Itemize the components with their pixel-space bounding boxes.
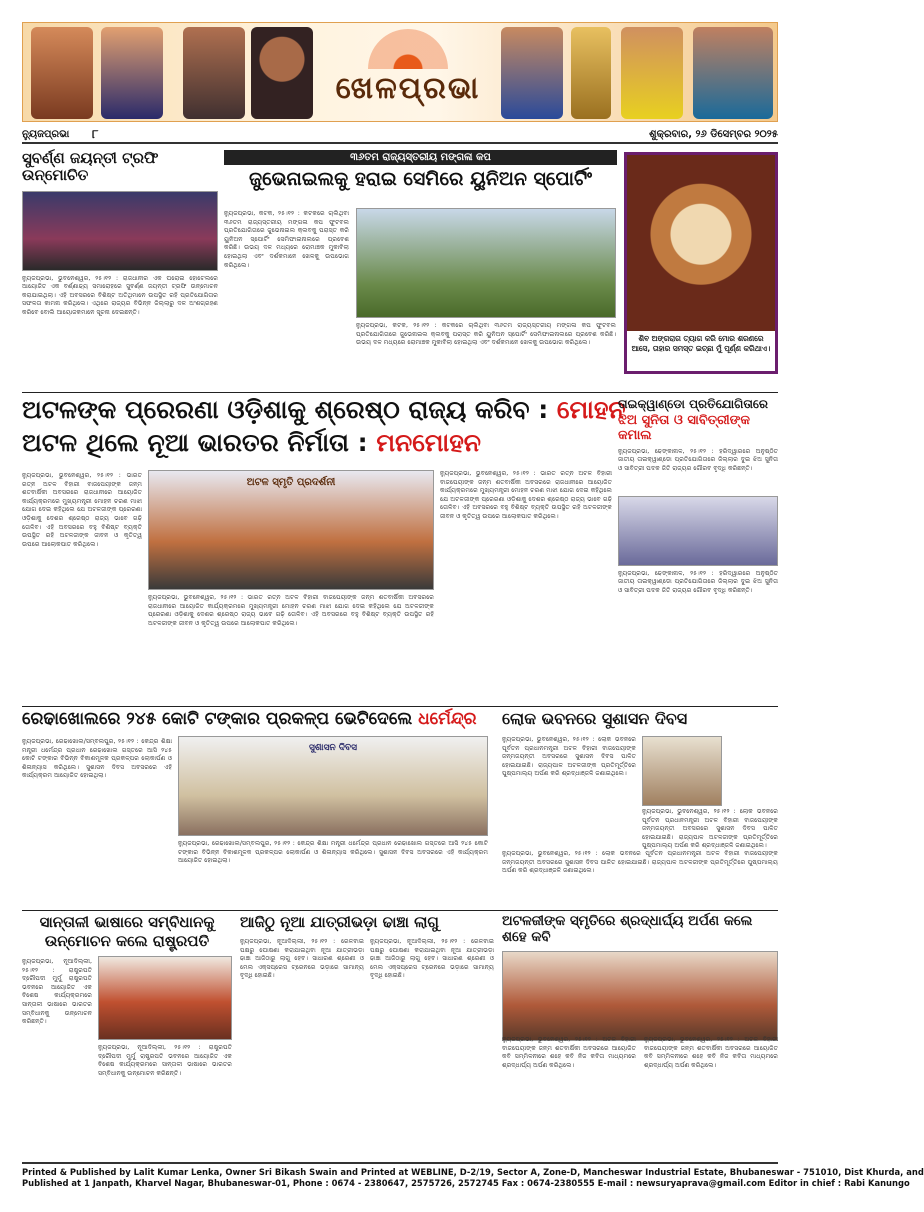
story-lok-bhavan (502, 709, 778, 875)
story-body: ନ୍ୟୁଜପ୍ରଭା, ଭୁବନେଶ୍ୱର, ୨୫।୧୨ : ଲୋକ ଭବନରେ ପୂର୍ବତନ ପ୍ରଧାନମନ୍ତ୍ରୀ ଅଟଳ ବିହାରୀ ବାଜପେୟୀଙ୍କ ଜନ୍ମଜୟନ୍ତୀ ଅବସରରେ ସୁଶାସନ ଦିବସ ପାଳିତ ହୋଇଯାଇଛି। ରାଜ୍ୟପାଳ ଅଟଳଜୀଙ୍କ ପ୍ରତିମୂର୍ତ୍ତିରେ ପୁଷ୍ପମାଲ୍ୟ ଅର୍ପଣ କରି ଶ୍ରଦ୍ଧାଞ୍ଜଳି ଜଣାଇଥିଲେ। (502, 736, 636, 778)
story-body-continued: ନ୍ୟୁଜପ୍ରଭା, ଭୁବନେଶ୍ୱର, ୨୫।୧୨ : ଅଟଳ ବିହାରୀ ବାଜପେୟୀଙ୍କ ଜନ୍ମ ଶତବାର୍ଷିକୀ ଅବସରରେ ଆୟୋଜିତ କବି ସମ୍ମିଳନୀରେ ଶହେ କବି ନିଜ କବିତା ମାଧ୍ୟମରେ ଶ୍ରଦ୍ଧାର୍ଘ୍ୟ ଅର୍ପଣ କରିଥିଲେ। (644, 1036, 778, 1069)
story-mangala-cup (224, 150, 617, 347)
story-body: ନ୍ୟୁଜପ୍ରଭା, ଢେଙ୍କାନାଳ, ୨୫।୧୨ : ହରିଦ୍ୱାରରେ ଅନୁଷ୍ଠିତ ଜାତୀୟ ତାଇକ୍ୱାଣ୍ଡୋ ପ୍ରତିଯୋଗିତାରେ ଜିଲ୍ଲାର ଦୁଇ ଝିଅ ସୁନିତା ଓ ସାବିତ୍ରୀ ପଦକ ଜିତି ରାଜ୍ୟର ଗୌରବ ବୃଦ୍ଧି କରିଛନ୍ତି। (618, 447, 778, 472)
story-body: ନ୍ୟୁଜପ୍ରଭା, ଭୁବନେଶ୍ୱର, ୨୫।୧୨ : ଅଟଳ ବିହାରୀ ବାଜପେୟୀଙ୍କ ଜନ୍ମ ଶତବାର୍ଷିକୀ ଅବସରରେ ଆୟୋଜିତ କବି ସମ୍ମିଳନୀରେ ଶହେ କବି ନିଜ କବିତା ମାଧ୍ୟମରେ ଶ୍ରଦ୍ଧାର୍ଘ୍ୟ ଅର୍ପଣ କରିଥିଲେ। (502, 1036, 636, 1069)
story-headline: ଆଜିଠୁ ନୂଆ ଯାତ୍ରୀଭଡ଼ା ଢାଞ୍ଚା ଲାଗୁ (240, 913, 439, 931)
story-trophy (22, 150, 218, 425)
story-body: ନ୍ୟୁଜପ୍ରଭା, କଟକ, ୨୫।୧୨ : କଟକରେ ଚାଲିଥିବା ୩୬ତମ ରାଜ୍ୟସ୍ତରୀୟ ମଙ୍ଗଳା କପ ଫୁଟବଲ ପ୍ରତିଯୋଗିତାରେ ଜୁଭେନାଇଲ କ୍ଲବକୁ ପରାସ୍ତ କରି ୟୁନିଅନ ସ୍ପୋର୍ଟିଂ ସେମିଫାଇନାଲରେ ପ୍ରବେଶ କରିଛି। ଉଭୟ ଦଳ ମଧ୍ୟରେ ରୋମାଞ୍ଚକ ମୁକାବିଲା ହୋଇଥିଲା ଏବଂ ଦର୍ଶକମାନେ ଖେଳକୁ ଉପଭୋଗ କରିଥିଲେ। (224, 210, 349, 269)
imprint-line: Printed & Published by Lalit Kumar Lenka, Owner Sri Bikash Swain and Printed at WEBLINE, D-2/19, Sector A, Zone-D, Mancheswar Industrial Estate, Bhubaneswar - 751010, Dist Khurda, and (22, 1167, 924, 1177)
athlete-photo (693, 27, 773, 119)
story-body-continued: ନ୍ୟୁଜପ୍ରଭା, ଭୁବନେଶ୍ୱର, ୨୫।୧୨ : ଭାରତ ରତ୍ନ ଅଟଳ ବିହାରୀ ବାଜପେୟୀଙ୍କ ଜନ୍ମ ଶତବାର୍ଷିକୀ ଅବସରରେ ରାଜଧାନୀରେ ଆୟୋଜିତ କାର୍ଯ୍ୟକ୍ରମରେ ମୁଖ୍ୟମନ୍ତ୍ରୀ ମୋହନ ଚରଣ ମାଝୀ ଯୋଗ ଦେଇ କହିଥିଲେ ଯେ ଅଟଳଜୀଙ୍କ ପ୍ରେରଣା ଓଡ଼ିଶାକୁ ଦେଶର ଶ୍ରେଷ୍ଠ ରାଜ୍ୟ ଭାବେ ଗଢ଼ି ତୋଳିବ। ଏହି ଅବସରରେ ବହୁ ବିଶିଷ୍ଟ ବ୍ୟକ୍ତି ଉପସ୍ଥିତ ରହି ଅଟଳଜୀଙ୍କ ଜୀବନ ଓ କୃତିତ୍ୱ ଉପରେ ଆଲୋକପାତ କରିଥିଲେ। (440, 470, 612, 520)
story-rail-fare (240, 913, 494, 980)
event-photo (22, 191, 218, 271)
folio-line (22, 126, 778, 144)
headline-highlight: ମନମୋହନ (376, 427, 481, 457)
page-number: ୮ (92, 127, 99, 141)
story-headline: ସୁବର୍ଣ୍ଣ ଜୟନ୍ତୀ ଟ୍ରଫି ଉନ୍ମୋଚିତ (22, 149, 159, 185)
story-kicker: ୩୬ତମ ରାଜ୍ୟସ୍ତରୀୟ ମଙ୍ଗଳା କପ (224, 150, 617, 165)
story-headline: ଅଟଳଜୀଙ୍କ ସ୍ମୃତିରେ ଶ୍ରଦ୍ଧାର୍ଘ୍ୟ ଅର୍ପଣ କଲେ ଶହେ କବି (502, 913, 753, 945)
photo-banner: ଅଟଳ ସ୍ମୃତି ପ୍ରଦର୍ଶନୀ (246, 477, 336, 488)
lead-story (22, 395, 626, 627)
story-body-continued: ନ୍ୟୁଜପ୍ରଭା, ରେଢାଖୋଲ/ସମ୍ବଲପୁର, ୨୫।୧୨ : କେନ୍ଦ୍ର ଶିକ୍ଷା ମନ୍ତ୍ରୀ ଧର୍ମେନ୍ଦ୍ର ପ୍ରଧାନ ରେଢାଖୋଲ ଗସ୍ତରେ ଆସି ୨୪୫ କୋଟି ଟଙ୍କାର ବିଭିନ୍ନ ବିକାଶମୂଳକ ପ୍ରକଳ୍ପର ଲୋକାର୍ପଣ ଓ ଶିଳାନ୍ୟାସ କରିଥିଲେ। ସୁଶାସନ ଦିବସ ଅବସରରେ ଏହି କାର୍ଯ୍ୟକ୍ରମ ଆୟୋଜିତ ହୋଇଥିଲା। (178, 840, 488, 865)
story-headline: ଝିଅ ସୁନିତା ଓ ସାବିତ୍ରୀଙ୍କ କମାଲ (618, 412, 751, 443)
story-body-continued: ନ୍ୟୁଜପ୍ରଭା, ଭୁବନେଶ୍ୱର, ୨୫।୧୨ : ଭାରତ ରତ୍ନ ଅଟଳ ବିହାରୀ ବାଜପେୟୀଙ୍କ ଜନ୍ମ ଶତବାର୍ଷିକୀ ଅବସରରେ ରାଜଧାନୀରେ ଆୟୋଜିତ କାର୍ଯ୍ୟକ୍ରମରେ ମୁଖ୍ୟମନ୍ତ୍ରୀ ମୋହନ ଚରଣ ମାଝୀ ଯୋଗ ଦେଇ କହିଥିଲେ ଯେ ଅଟଳଜୀଙ୍କ ପ୍ରେରଣା ଓଡ଼ିଶାକୁ ଦେଶର ଶ୍ରେଷ୍ଠ ରାଜ୍ୟ ଭାବେ ଗଢ଼ି ତୋଳିବ। ଏହି ଅବସରରେ ବହୁ ବିଶିଷ୍ଟ ବ୍ୟକ୍ତି ଉପସ୍ଥିତ ରହି ଅଟଳଜୀଙ୍କ ଜୀବନ ଓ କୃତିତ୍ୱ ଉପରେ ଆଲୋକପାତ କରିଥିଲେ। (148, 594, 434, 627)
story-body: ନ୍ୟୁଜପ୍ରଭା, ନୂଆଦିଲ୍ଲୀ, ୨୫।୧୨ : ରେଳବାଇ ପକ୍ଷରୁ ଘୋଷଣା କରାଯାଇଥିବା ନୂଆ ଯାତ୍ରୀଭଡ଼ା ଢାଞ୍ଚା ଆଜିଠାରୁ ଲାଗୁ ହେବ। ସାଧାରଣ ଶ୍ରେଣୀ ଓ ମେଲ ଏକ୍ସପ୍ରେସ ଟ୍ରେନରେ ଭଡ଼ାରେ ସାମାନ୍ୟ ବୃଦ୍ଧି ହୋଇଛି। (240, 938, 364, 980)
headline-part: ରେଢାଖୋଲରେ ୨୪୫ କୋଟି ଟଙ୍କାର ପ୍ରକଳ୍ପ ଭେଟିଦେଲେ (22, 709, 413, 729)
lead-headline-1 (22, 395, 626, 425)
headline-part: ଅଟଳଙ୍କ ପ୍ରେରଣା ଓଡ଼ିଶାକୁ ଶ୍ରେଷ୍ଠ ରାଜ୍ୟ କରିବ : (22, 395, 549, 424)
story-body: ନ୍ୟୁଜପ୍ରଭା, ରେଢାଖୋଲ/ସମ୍ବଲପୁର, ୨୫।୧୨ : କେନ୍ଦ୍ର ଶିକ୍ଷା ମନ୍ତ୍ରୀ ଧର୍ମେନ୍ଦ୍ର ପ୍ରଧାନ ରେଢାଖୋଲ ଗସ୍ତରେ ଆସି ୨୪୫ କୋଟି ଟଙ୍କାର ବିଭିନ୍ନ ବିକାଶମୂଳକ ପ୍ରକଳ୍ପର ଲୋକାର୍ପଣ ଓ ଶିଳାନ୍ୟାସ କରିଥିଲେ। ସୁଶାସନ ଦିବସ ଅବସରରେ ଏହି କାର୍ଯ୍ୟକ୍ରମ ଆୟୋଜିତ ହୋଇଥିଲା। (22, 738, 172, 780)
devotional-ad (624, 152, 778, 374)
story-headline: ଉନ୍ମୋଚନ କଲେ ରାଷ୍ଟ୍ରପତି (44, 932, 210, 951)
headline-highlight: ଧର୍ମେନ୍ଦ୍ର (418, 709, 477, 729)
imprint-line: Published at 1 Janpath, Kharvel Nagar, Bhubaneswar-01, Phone : 0674 - 2380647, 2575726, 2572745 Fax : 0674-2380555 E-mail : newsuryaprava@gmail.com Editor in chief : Rabi Kanungo (22, 1178, 910, 1188)
athlete-photo (183, 27, 245, 119)
story-headline: ଲୋକ ଭବନରେ ସୁଶାସନ ଦିବସ (502, 709, 688, 728)
lead-headline-2 (22, 429, 612, 458)
story-rengali (22, 709, 494, 865)
story-body-continued: ନ୍ୟୁଜପ୍ରଭା, କଟକ, ୨୫।୧୨ : କଟକରେ ଚାଲିଥିବା ୩୬ତମ ରାଜ୍ୟସ୍ତରୀୟ ମଙ୍ଗଳା କପ ଫୁଟବଲ ପ୍ରତିଯୋଗିତାରେ ଜୁଭେନାଇଲ କ୍ଲବକୁ ପରାସ୍ତ କରି ୟୁନିଅନ ସ୍ପୋର୍ଟିଂ ସେମିଫାଇନାଲରେ ପ୍ରବେଶ କରିଛି। ଉଭୟ ଦଳ ମଧ୍ୟରେ ରୋମାଞ୍ଚକ ମୁକାବିଲା ହୋଇଥିଲା ଏବଂ ଦର୍ଶକମାନେ ଖେଳକୁ ଉପଭୋଗ କରିଥିଲେ। (356, 322, 616, 347)
masthead (22, 22, 778, 122)
story-body: ନ୍ୟୁଜପ୍ରଭା, ନୂଆଦିଲ୍ଲୀ, ୨୫।୧୨ : ରାଷ୍ଟ୍ରପତି ଦ୍ରୌପଦୀ ମୁର୍ମୁ ରାଷ୍ଟ୍ରପତି ଭବନରେ ଆୟୋଜିତ ଏକ ବିଶେଷ କାର୍ଯ୍ୟକ୍ରମରେ ସାନ୍ତାଳୀ ଭାଷାରେ ଭାରତର ସମ୍ବିଧାନକୁ ଉନ୍ମୋଚନ କରିଛନ୍ତି। (22, 958, 92, 1026)
story-body-continued: ନ୍ୟୁଜପ୍ରଭା, ନୂଆଦିଲ୍ଲୀ, ୨୫।୧୨ : ରାଷ୍ଟ୍ରପତି ଦ୍ରୌପଦୀ ମୁର୍ମୁ ରାଷ୍ଟ୍ରପତି ଭବନରେ ଆୟୋଜିତ ଏକ ବିଶେଷ କାର୍ଯ୍ୟକ୍ରମରେ ସାନ୍ତାଳୀ ଭାଷାରେ ଭାରତର ସମ୍ବିଧାନକୁ ଉନ୍ମୋଚନ କରିଛନ୍ତି। (98, 1044, 232, 1077)
team-photo (356, 208, 616, 318)
sai-baba-image (627, 155, 775, 331)
page-title: ଖେଳପ୍ରଭା (335, 71, 481, 106)
story-body: ନ୍ୟୁଜପ୍ରଭା, ଭୁବନେଶ୍ୱର, ୨୫।୧୨ : ରାଜଧାନୀର ଏକ ଘରୋଇ ହୋଟେଲରେ ଆୟୋଜିତ ଏକ ବର୍ଣ୍ଣାଢ୍ୟ ସମାରୋହରେ ସୁବର୍ଣ୍ଣ ଜୟନ୍ତୀ ଟ୍ରଫି ଉନ୍ମୋଚନ କରାଯାଇଥିଲା। ଏହି ଅବସରରେ ବିଶିଷ୍ଟ ଅତିଥିମାନେ ଉପସ୍ଥିତ ରହି ପ୍ରତିଯୋଗିତାର ସଫଳତା କାମନା କରିଥିଲେ। ଏଥିରେ ରାଜ୍ୟର ବିଭିନ୍ନ ଜିଲ୍ଲାରୁ ଦଳ ଅଂଶଗ୍ରହଣ କରିବେ ବୋଲି ଆୟୋଜକମାନେ ସୂଚନା ଦେଇଛନ୍ତି। (22, 274, 218, 316)
issue-date: ଶୁକ୍ରବାର, ୨୬ ଡିସେମ୍ବର ୨୦୨୫ (649, 129, 778, 140)
trophy-photo (571, 27, 611, 119)
story-headline: ସାନ୍ତାଳୀ ଭାଷାରେ ସମ୍ବିଧାନକୁ (39, 913, 215, 931)
headline-highlight: ମୋହନ (556, 395, 626, 424)
athlete-photo (251, 27, 313, 119)
story-body-continued: ନ୍ୟୁଜପ୍ରଭା, ଭୁବନେଶ୍ୱର, ୨୫।୧୨ : ଲୋକ ଭବନରେ ପୂର୍ବତନ ପ୍ରଧାନମନ୍ତ୍ରୀ ଅଟଳ ବିହାରୀ ବାଜପେୟୀଙ୍କ ଜନ୍ମଜୟନ୍ତୀ ଅବସରରେ ସୁଶାସନ ଦିବସ ପାଳିତ ହୋଇଯାଇଛି। ରାଜ୍ୟପାଳ ଅଟଳଜୀଙ୍କ ପ୍ରତିମୂର୍ତ୍ତିରେ ପୁଷ୍ପମାଲ୍ୟ ଅର୍ପଣ କରି ଶ୍ରଦ୍ଧାଞ୍ଜଳି ଜଣାଇଥିଲେ। (502, 850, 778, 875)
players-photo (618, 496, 778, 566)
divider (22, 392, 778, 393)
story-poets-tribute (502, 913, 778, 1069)
story-headline: ଜୁଭେନାଇଲକୁ ହରାଇ ସେମିରେ ୟୁନିଅନ ସ୍ପୋର୍ଟିଂ (248, 168, 593, 190)
paper-name: ନ୍ୟୁଜପ୍ରଭା (22, 129, 70, 140)
story-headline (22, 710, 494, 730)
story-body-continued: ନ୍ୟୁଜପ୍ରଭା, ଭୁବନେଶ୍ୱର, ୨୫।୧୨ : ଲୋକ ଭବନରେ ପୂର୍ବତନ ପ୍ରଧାନମନ୍ତ୍ରୀ ଅଟଳ ବିହାରୀ ବାଜପେୟୀଙ୍କ ଜନ୍ମଜୟନ୍ତୀ ଅବସରରେ ସୁଶାସନ ଦିବସ ପାଳିତ ହୋଇଯାଇଛି। ରାଜ୍ୟପାଳ ଅଟଳଜୀଙ୍କ ପ୍ରତିମୂର୍ତ୍ତିରେ ପୁଷ୍ପମାଲ୍ୟ ଅର୍ପଣ କରି ଶ୍ରଦ୍ଧାଞ୍ଜଳି ଜଣାଇଥିଲେ। (642, 808, 778, 850)
divider (22, 706, 778, 707)
athlete-photo (31, 27, 93, 119)
imprint-footer (22, 1162, 924, 1194)
headline-part: ଅଟଳ ଥିଲେ ନୂଆ ଭାରତର ନିର୍ମାତା : (22, 427, 368, 457)
event-photo (178, 736, 488, 836)
athlete-photo (101, 27, 163, 119)
athlete-photo (501, 27, 563, 119)
story-body-continued: ନ୍ୟୁଜପ୍ରଭା, ଢେଙ୍କାନାଳ, ୨୫।୧୨ : ହରିଦ୍ୱାରରେ ଅନୁଷ୍ଠିତ ଜାତୀୟ ତାଇକ୍ୱାଣ୍ଡୋ ପ୍ରତିଯୋଗିତାରେ ଜିଲ୍ଲାର ଦୁଇ ଝିଅ ସୁନିତା ଓ ସାବିତ୍ରୀ ପଦକ ଜିତି ରାଜ୍ୟର ଗୌରବ ବୃଦ୍ଧି କରିଛନ୍ତି। (618, 569, 778, 594)
athlete-photo (621, 27, 683, 119)
ad-caption: ଶିବ ଅଙ୍ଗରାଗ ତ୍ୟାଗ କରି ମୋର ଶରଣରେ ଆସେ, ତାହାର ସମସ୍ତ ଇଚ୍ଛା ମୁଁ ପୂର୍ଣ୍ଣ କରିଥାଏ। (631, 334, 771, 353)
governor-photo (642, 736, 722, 806)
story-body: ନ୍ୟୁଜପ୍ରଭା, ଭୁବନେଶ୍ୱର, ୨୫।୧୨ : ଭାରତ ରତ୍ନ ଅଟଳ ବିହାରୀ ବାଜପେୟୀଙ୍କ ଜନ୍ମ ଶତବାର୍ଷିକୀ ଅବସରରେ ରାଜଧାନୀରେ ଆୟୋଜିତ କାର୍ଯ୍ୟକ୍ରମରେ ମୁଖ୍ୟମନ୍ତ୍ରୀ ମୋହନ ଚରଣ ମାଝୀ ଯୋଗ ଦେଇ କହିଥିଲେ ଯେ ଅଟଳଜୀଙ୍କ ପ୍ରେରଣା ଓଡ଼ିଶାକୁ ଦେଶର ଶ୍ରେଷ୍ଠ ରାଜ୍ୟ ଭାବେ ଗଢ଼ି ତୋଳିବ। ଏହି ଅବସରରେ ବହୁ ବିଶିଷ୍ଟ ବ୍ୟକ୍ତି ଉପସ୍ଥିତ ରହି ଅଟଳଜୀଙ୍କ ଜୀବନ ଓ କୃତିତ୍ୱ ଉପରେ ଆଲୋକପାତ କରିଥିଲେ। (22, 472, 142, 548)
story-santali-constitution (22, 913, 232, 1077)
poets-photo (502, 951, 778, 1041)
lead-photo (148, 470, 434, 590)
divider (22, 910, 778, 911)
sun-logo (368, 29, 448, 69)
story-taekwondo (618, 398, 778, 670)
story-body-continued: ନ୍ୟୁଜପ୍ରଭା, ନୂଆଦିଲ୍ଲୀ, ୨୫।୧୨ : ରେଳବାଇ ପକ୍ଷରୁ ଘୋଷଣା କରାଯାଇଥିବା ନୂଆ ଯାତ୍ରୀଭଡ଼ା ଢାଞ୍ଚା ଆଜିଠାରୁ ଲାଗୁ ହେବ। ସାଧାରଣ ଶ୍ରେଣୀ ଓ ମେଲ ଏକ୍ସପ୍ରେସ ଟ୍ରେନରେ ଭଡ଼ାରେ ସାମାନ୍ୟ ବୃଦ୍ଧି ହୋଇଛି। (370, 938, 494, 980)
president-photo (98, 956, 232, 1040)
photo-banner: ସୁଶାସନ ଦିବସ (308, 743, 358, 753)
story-headline: ତାଇକ୍ୱାଣ୍ଡୋ ପ୍ରତିଯୋଗିତାରେ (618, 397, 769, 411)
